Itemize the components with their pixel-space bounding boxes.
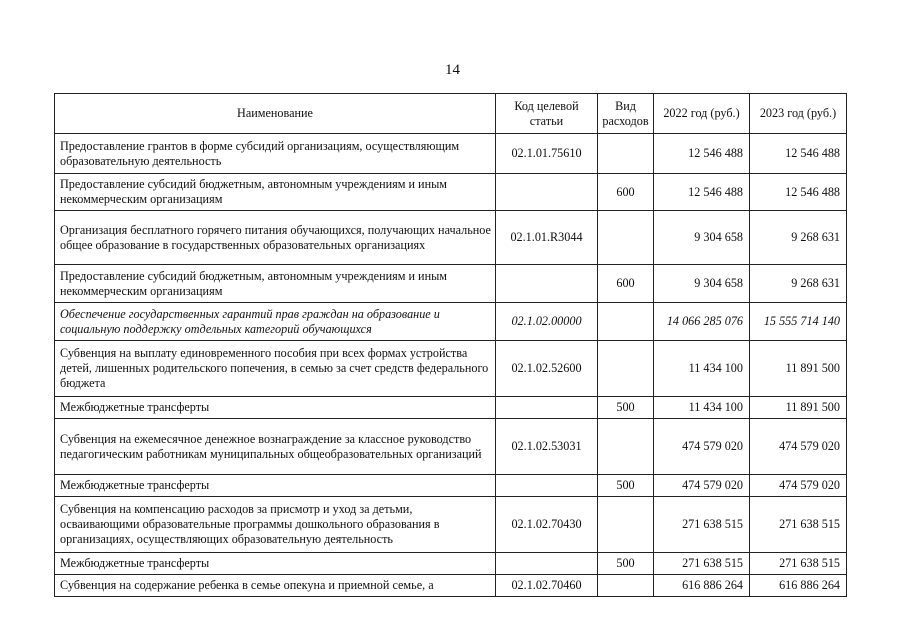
row-kind xyxy=(598,134,654,174)
row-2023: 616 886 264 xyxy=(750,575,847,597)
header-code: Код целевой статьи xyxy=(496,94,598,134)
header-2022: 2022 год (руб.) xyxy=(654,94,750,134)
row-2022: 12 546 488 xyxy=(654,174,750,211)
row-kind xyxy=(598,341,654,397)
row-name: Обеспечение государственных гарантий прав граждан на образование и социальную поддержку отдельных категорий обучающихся xyxy=(55,303,496,341)
row-2023: 12 546 488 xyxy=(750,134,847,174)
row-2023: 474 579 020 xyxy=(750,475,847,497)
row-name: Организация бесплатного горячего питания обучающихся, получающих начальное общее образование в государственных образовательных организациях xyxy=(55,211,496,265)
row-2023: 9 268 631 xyxy=(750,211,847,265)
header-kind: Вид расходов xyxy=(598,94,654,134)
page-number: 14 xyxy=(445,62,460,78)
row-code: 02.1.02.53031 xyxy=(496,419,598,475)
row-2022: 474 579 020 xyxy=(654,419,750,475)
table-header-row xyxy=(55,94,847,134)
row-code xyxy=(496,174,598,211)
table-row xyxy=(55,174,847,211)
table-row xyxy=(55,419,847,475)
budget-table xyxy=(54,93,847,597)
row-2023: 11 891 500 xyxy=(750,397,847,419)
row-2022: 474 579 020 xyxy=(654,475,750,497)
table-row xyxy=(55,397,847,419)
table-row xyxy=(55,265,847,303)
row-kind: 500 xyxy=(598,397,654,419)
row-code: 02.1.02.70460 xyxy=(496,575,598,597)
row-2023: 15 555 714 140 xyxy=(750,303,847,341)
table-row xyxy=(55,303,847,341)
row-2023: 271 638 515 xyxy=(750,497,847,553)
row-code xyxy=(496,265,598,303)
row-2022: 9 304 658 xyxy=(654,265,750,303)
row-2023: 9 268 631 xyxy=(750,265,847,303)
row-name: Предоставление грантов в форме субсидий организациям, осуществляющим образовательную деятельность xyxy=(55,134,496,174)
row-2022: 11 434 100 xyxy=(654,341,750,397)
row-name: Субвенция на содержание ребенка в семье опекуна и приемной семье, а xyxy=(55,575,496,597)
row-2022: 271 638 515 xyxy=(654,497,750,553)
row-code xyxy=(496,553,598,575)
row-2022: 9 304 658 xyxy=(654,211,750,265)
row-2022: 11 434 100 xyxy=(654,397,750,419)
row-kind xyxy=(598,419,654,475)
row-name: Субвенция на компенсацию расходов за присмотр и уход за детьми, осваивающими образовательные программы дошкольного образования в организациях, осуществляющих образовательную деятельность xyxy=(55,497,496,553)
row-name: Межбюджетные трансферты xyxy=(55,397,496,419)
row-code xyxy=(496,397,598,419)
table-row xyxy=(55,575,847,597)
table-row xyxy=(55,497,847,553)
table-row xyxy=(55,475,847,497)
row-name: Межбюджетные трансферты xyxy=(55,553,496,575)
row-code xyxy=(496,475,598,497)
row-kind: 500 xyxy=(598,475,654,497)
row-name: Предоставление субсидий бюджетным, автономным учреждениям и иным некоммерческим организациям xyxy=(55,174,496,211)
row-kind xyxy=(598,211,654,265)
header-2023: 2023 год (руб.) xyxy=(750,94,847,134)
row-code: 02.1.02.52600 xyxy=(496,341,598,397)
row-name: Субвенция на ежемесячное денежное вознаграждение за классное руководство педагогическим работникам муниципальных общеобразовательных организаций xyxy=(55,419,496,475)
row-kind: 500 xyxy=(598,553,654,575)
row-2023: 11 891 500 xyxy=(750,341,847,397)
table-row xyxy=(55,341,847,397)
row-2023: 474 579 020 xyxy=(750,419,847,475)
row-kind: 600 xyxy=(598,265,654,303)
row-2022: 616 886 264 xyxy=(654,575,750,597)
row-kind: 600 xyxy=(598,174,654,211)
row-2023: 271 638 515 xyxy=(750,553,847,575)
table-row xyxy=(55,134,847,174)
row-2022: 14 066 285 076 xyxy=(654,303,750,341)
row-name: Предоставление субсидий бюджетным, автономным учреждениям и иным некоммерческим организациям xyxy=(55,265,496,303)
row-2022: 271 638 515 xyxy=(654,553,750,575)
row-name: Субвенция на выплату единовременного пособия при всех формах устройства детей, лишенных родительского попечения, в семью за счет средств федерального бюджета xyxy=(55,341,496,397)
row-kind xyxy=(598,497,654,553)
row-code: 02.1.02.70430 xyxy=(496,497,598,553)
row-kind xyxy=(598,575,654,597)
row-2023: 12 546 488 xyxy=(750,174,847,211)
row-code: 02.1.02.00000 xyxy=(496,303,598,341)
row-code: 02.1.01.R3044 xyxy=(496,211,598,265)
row-2022: 12 546 488 xyxy=(654,134,750,174)
header-name: Наименование xyxy=(55,94,496,134)
table-row xyxy=(55,553,847,575)
row-code: 02.1.01.75610 xyxy=(496,134,598,174)
table-row xyxy=(55,211,847,265)
row-kind xyxy=(598,303,654,341)
row-name: Межбюджетные трансферты xyxy=(55,475,496,497)
